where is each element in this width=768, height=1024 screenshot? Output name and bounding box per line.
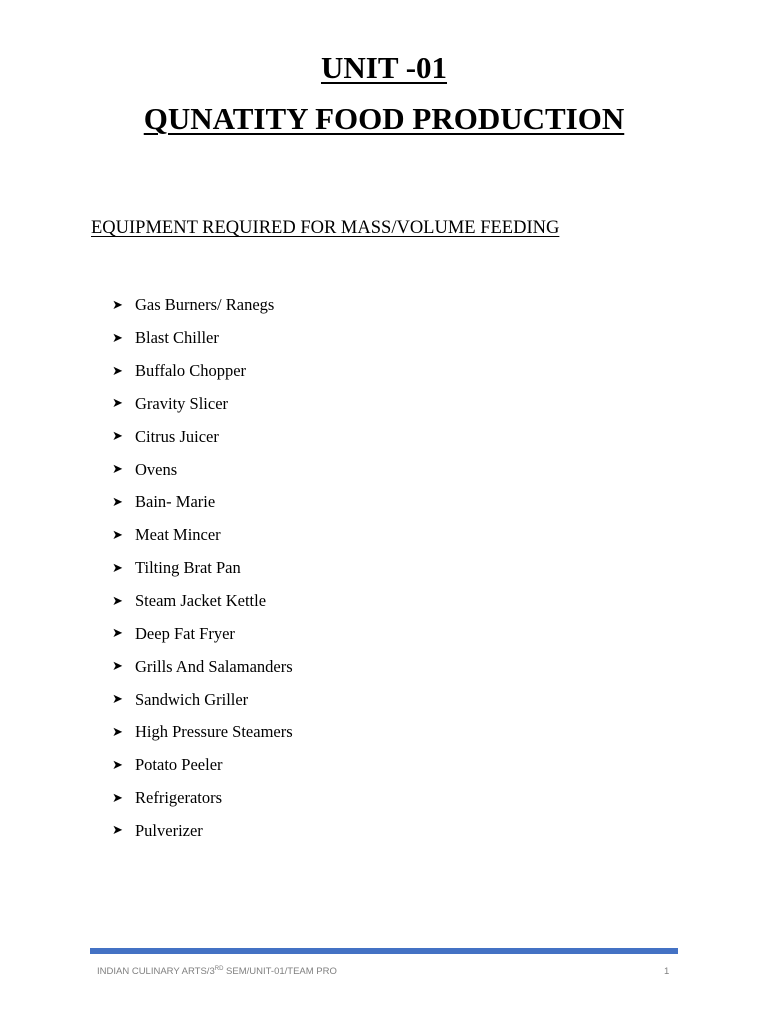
list-item-label: Pulverizer <box>135 820 203 840</box>
list-item-label: Bain- Marie <box>135 492 216 512</box>
footer-superscript: RD <box>214 966 224 972</box>
list-item <box>112 453 293 486</box>
list-item <box>112 683 293 716</box>
list-item <box>112 420 293 453</box>
list-item-label: Meat Mincer <box>135 525 221 545</box>
list-item-label: Citrus Juicer <box>135 426 219 446</box>
list-item-label: Deep Fat Fryer <box>135 623 235 643</box>
list-item <box>112 815 293 848</box>
list-item-label: Refrigerators <box>135 788 223 808</box>
list-item <box>112 650 293 683</box>
section-heading: EQUIPMENT REQUIRED FOR MASS/VOLUME FEEDING <box>91 218 560 238</box>
footer-text-start: INDIAN CULINARY ARTS/3 <box>97 966 215 978</box>
list-item <box>112 552 293 585</box>
list-item <box>112 782 293 815</box>
arrowhead-bullet-icon: ➤ <box>112 462 123 478</box>
arrowhead-bullet-icon: ➤ <box>112 363 123 379</box>
list-item <box>112 322 293 355</box>
page-number: 1 <box>664 966 670 977</box>
arrowhead-bullet-icon: ➤ <box>112 626 123 642</box>
arrowhead-bullet-icon: ➤ <box>112 757 123 773</box>
arrowhead-bullet-icon: ➤ <box>112 659 123 675</box>
arrowhead-bullet-icon: ➤ <box>112 724 123 740</box>
list-item <box>112 289 293 322</box>
equipment-list <box>112 289 293 847</box>
list-item-label: Gas Burners/ Ranegs <box>135 295 275 315</box>
list-item-label: Tilting Brat Pan <box>135 558 241 578</box>
list-item-label: Sandwich Griller <box>135 689 249 709</box>
arrowhead-bullet-icon: ➤ <box>112 823 123 839</box>
arrowhead-bullet-icon: ➤ <box>112 297 123 313</box>
list-item-label: Ovens <box>135 459 178 479</box>
arrowhead-bullet-icon: ➤ <box>112 429 123 445</box>
list-item-label: Buffalo Chopper <box>135 361 247 381</box>
arrowhead-bullet-icon: ➤ <box>112 692 123 708</box>
list-item <box>112 716 293 749</box>
footer-rule <box>90 948 678 954</box>
list-item-label: Blast Chiller <box>135 328 219 348</box>
list-item <box>112 355 293 388</box>
arrowhead-bullet-icon: ➤ <box>112 790 123 806</box>
arrowhead-bullet-icon: ➤ <box>112 494 123 510</box>
list-item <box>112 749 293 782</box>
list-item-label: Gravity Slicer <box>135 393 229 413</box>
list-item <box>112 519 293 552</box>
list-item <box>112 388 293 421</box>
footer-text <box>97 966 337 977</box>
list-item-label: High Pressure Steamers <box>135 722 293 742</box>
list-item-label: Grills And Salamanders <box>135 656 293 676</box>
arrowhead-bullet-icon: ➤ <box>112 593 123 609</box>
list-item <box>112 486 293 519</box>
footer-text-end: SEM/UNIT-01/TEAM PRO <box>223 966 337 978</box>
arrowhead-bullet-icon: ➤ <box>112 396 123 412</box>
list-item <box>112 585 293 618</box>
arrowhead-bullet-icon: ➤ <box>112 330 123 346</box>
arrowhead-bullet-icon: ➤ <box>112 560 123 576</box>
unit-title: UNIT -01 <box>320 50 448 85</box>
page-title: QUNATITY FOOD PRODUCTION <box>143 101 625 136</box>
list-item-label: Potato Peeler <box>135 755 223 775</box>
list-item-label: Steam Jacket Kettle <box>135 591 267 611</box>
list-item <box>112 617 293 650</box>
arrowhead-bullet-icon: ➤ <box>112 527 123 543</box>
